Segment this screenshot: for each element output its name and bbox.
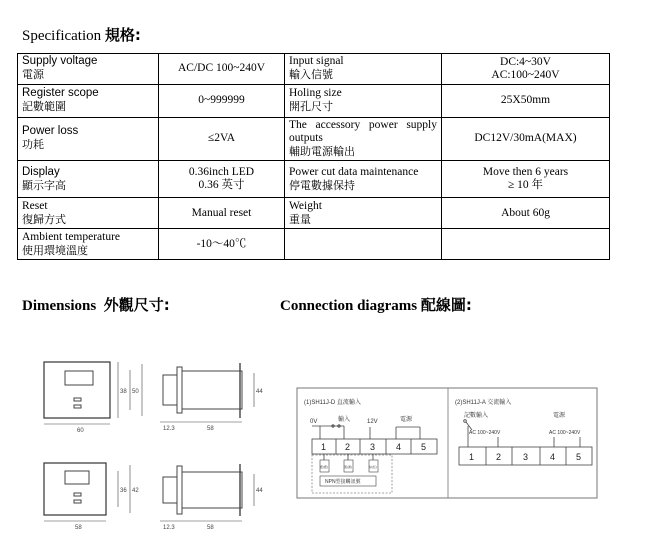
spec-label: Display 顯示字高 bbox=[18, 160, 159, 198]
dim-label: 44 bbox=[256, 389, 263, 395]
spec-value: 0.36inch LED 0.36 英寸 bbox=[159, 160, 285, 198]
dimension-drawing-bottom bbox=[44, 463, 254, 521]
connection-heading: Connection diagrams 配線圖: bbox=[280, 296, 472, 314]
spec-label: Register scope 記數範圍 bbox=[18, 84, 159, 117]
terminal-4: 4 bbox=[396, 442, 402, 452]
spec-value: Move then 6 years ≥ 10 年 bbox=[442, 160, 610, 198]
dim-label: 12.3 bbox=[163, 426, 175, 432]
spec-value: Manual reset bbox=[159, 198, 285, 229]
spec-label: Power cut data maintenance 停電數據保持 bbox=[285, 160, 442, 198]
dim-label: 60 bbox=[77, 428, 84, 434]
spec-label: Input signal 輸入信號 bbox=[285, 54, 442, 85]
wire-tag: 藍(藍) bbox=[320, 465, 328, 469]
ac-label-count-input: 記數輸入 bbox=[464, 413, 489, 419]
terminal-2: 2 bbox=[345, 442, 351, 452]
spec-title-zh: 規格: bbox=[104, 26, 141, 44]
spec-value: 25X50mm bbox=[442, 84, 610, 117]
dimension-labels-top bbox=[77, 389, 263, 434]
spec-value: About 60g bbox=[442, 198, 610, 229]
dimension-labels-bottom bbox=[75, 488, 263, 531]
dimensions-heading: Dimensions 外觀尺寸: bbox=[22, 296, 170, 314]
dc-caption: (1)SH11J-D 直流輸入 bbox=[304, 400, 361, 406]
terminal-3: 3 bbox=[370, 442, 376, 452]
ac-label-power: 電源 bbox=[553, 413, 566, 419]
terminal-5: 5 bbox=[576, 452, 582, 462]
terminal-1: 1 bbox=[321, 442, 327, 452]
spec-value: 0~999999 bbox=[159, 84, 285, 117]
terminal-5: 5 bbox=[421, 442, 427, 452]
spec-label: Weight 重量 bbox=[285, 198, 442, 229]
npn-label: NPN型接觸訊號 bbox=[325, 479, 361, 485]
spec-label: The accessory power supply outputs 輔助電源輸出 bbox=[285, 117, 442, 160]
dc-terminals bbox=[321, 442, 426, 452]
terminal-2: 2 bbox=[496, 452, 502, 462]
dim-label: 50 bbox=[132, 389, 139, 395]
ac-label-ac2: AC 100~240V bbox=[549, 430, 581, 436]
spec-value: -10～40℃ bbox=[159, 229, 285, 260]
spec-label: Holing size 開孔尺寸 bbox=[285, 84, 442, 117]
ac-label-ac1: AC 100~240V bbox=[469, 430, 501, 436]
dc-label-power: 電源 bbox=[400, 417, 413, 423]
spec-label: Supply voltage 電源 bbox=[18, 54, 159, 85]
terminal-1: 1 bbox=[469, 452, 475, 462]
spec-label: Reset 復歸方式 bbox=[18, 198, 159, 229]
dim-label: 36 bbox=[120, 488, 127, 494]
dim-label: 12.3 bbox=[163, 525, 175, 531]
dc-diagram bbox=[304, 398, 413, 425]
spec-value: DC:4~30V AC:100~240V bbox=[442, 54, 610, 85]
dim-label: 58 bbox=[75, 525, 82, 531]
ac-caption: (2)SH11J-A 交流輸入 bbox=[455, 400, 512, 406]
ac-diagram bbox=[455, 398, 581, 436]
wire-tag: 黑(黃) bbox=[344, 465, 352, 469]
spec-value: ≤2VA bbox=[159, 117, 285, 160]
spec-value: DC12V/30mA(MAX) bbox=[442, 117, 610, 160]
dim-label: 38 bbox=[120, 389, 127, 395]
dc-wire-tags bbox=[320, 464, 377, 485]
spec-title-en: Specification bbox=[22, 28, 102, 44]
spec-value: AC/DC 100~240V bbox=[159, 54, 285, 85]
dc-label-input: 輸入 bbox=[338, 417, 351, 423]
dimension-drawing-top bbox=[44, 362, 254, 424]
dc-label-12v: 12V bbox=[367, 419, 378, 425]
wire-tag: 棕(紅) bbox=[369, 465, 377, 469]
dim-label: 44 bbox=[256, 488, 263, 494]
dc-label-0v: 0V bbox=[310, 419, 318, 425]
terminal-3: 3 bbox=[523, 452, 529, 462]
spec-label: Power loss 功耗 bbox=[18, 117, 159, 160]
spec-label: Ambient temperature 使用環境溫度 bbox=[18, 229, 159, 260]
dim-label: 58 bbox=[207, 426, 214, 432]
dim-label: 42 bbox=[132, 488, 139, 494]
dim-label: 58 bbox=[207, 525, 214, 531]
terminal-4: 4 bbox=[550, 452, 556, 462]
